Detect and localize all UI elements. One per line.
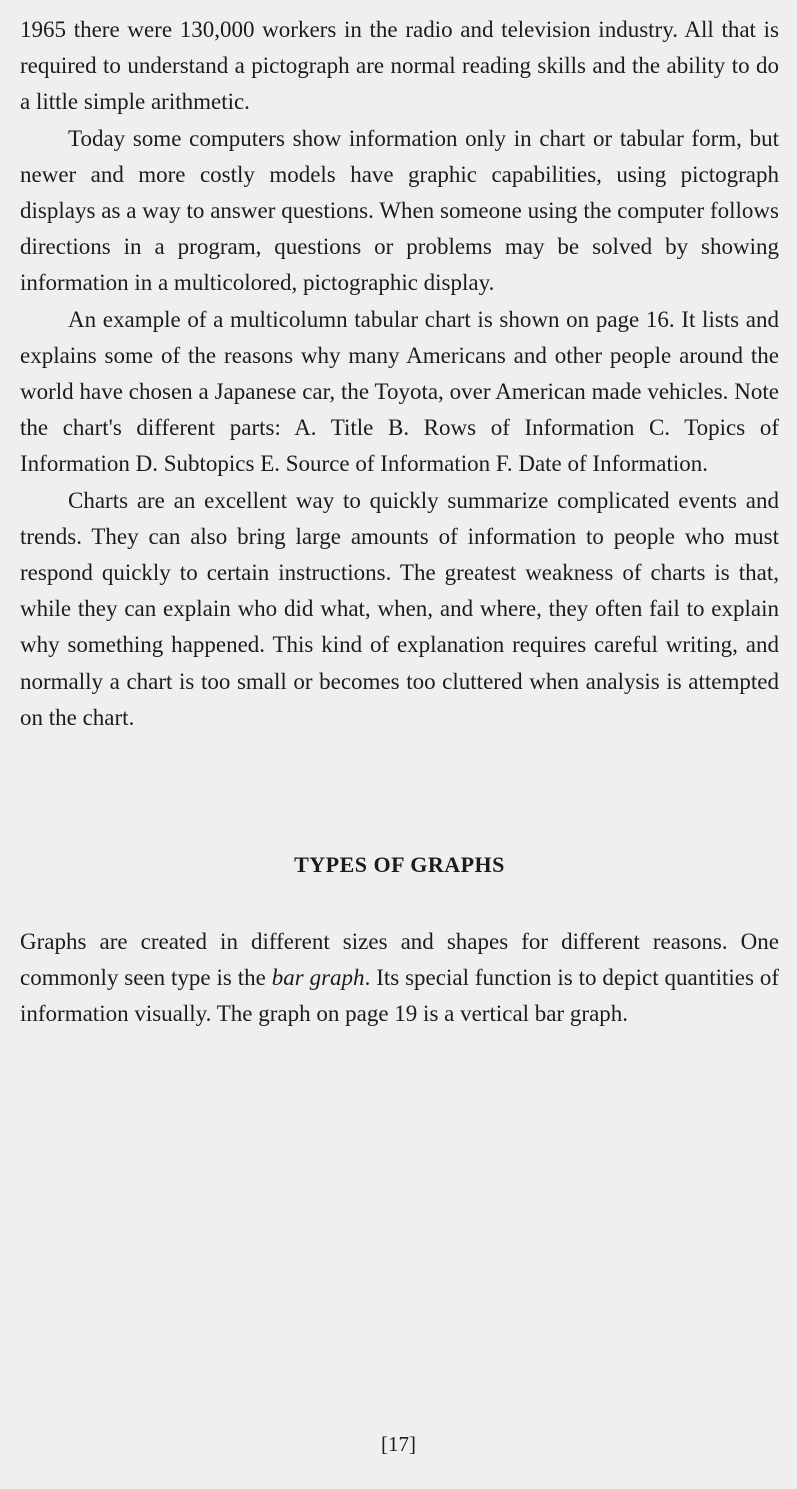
section-heading: TYPES OF GRAPHS (294, 852, 505, 878)
page-number: [17] (381, 1432, 416, 1456)
body-paragraph-1: 1965 there were 130,000 workers in the radio and television industry. All that is required to understand a pictograph are normal reading skills and the ability to do a little simple arithmetic. (20, 17, 779, 115)
body-paragraph-2: Today some computers show information only in chart or tabular form, but newer and more costly models have graphic capabilities, using pictograph displays as a way to answer questions. When someone using the computer follows directions in a program, questions or problems may be solved by showing information in a multicolored, pictographic display. (20, 125, 779, 296)
body-paragraph-4: Charts are an excellent way to quickly summarize complicated events and trends. They can also bring large amounts of information to people who must respond quickly to certain instructions. The greatest weakness of charts is that, while they can explain who did what, when, and where, they often fail to explain why something happened. This kind of explanation requires careful writing, and normally a chart is too small or becomes too cluttered when analysis is attempted on the chart. (20, 487, 779, 730)
body-paragraph-5 (20, 924, 779, 1033)
bar-graph-term: bar graph (271, 965, 365, 991)
paragraph-5-text-after: . Its special function is to depict quantities of information visually. The graph on page 19 is a vertical bar graph. (20, 965, 779, 1027)
paragraph-5-text-before: Graphs are created in different sizes and shapes for different reasons. One commonly seen type is the (20, 929, 779, 991)
body-paragraph-3: An example of a multicolumn tabular chart is shown on page 16. It lists and explains some of the reasons why many Americans and other people around the world have chosen a Japanese car, the Toyota, over American made vehicles. Note the chart's different parts: A. Title B. Rows of Information C. Topics of Information D. Subtopics E. Source of Information F. Date of Information. (20, 306, 779, 477)
